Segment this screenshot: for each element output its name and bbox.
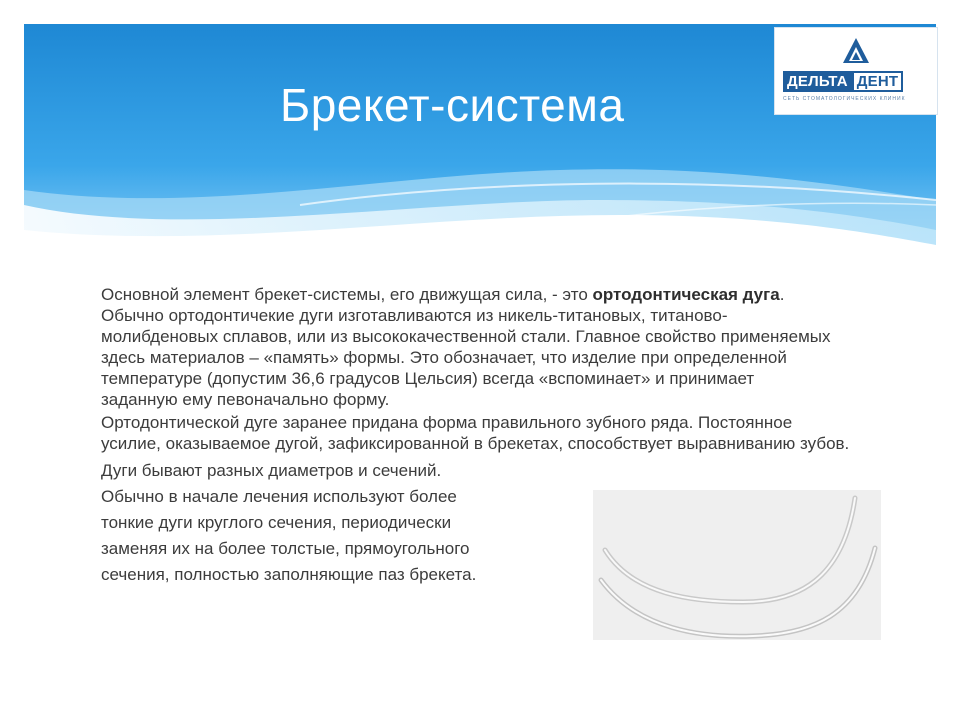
logo-tagline: СЕТЬ СТОМАТОЛОГИЧЕСКИХ КЛИНИК (783, 96, 906, 102)
logo-word-left: ДЕЛЬТА (783, 71, 852, 92)
slide-title: Брекет-система (280, 79, 625, 131)
logo-wordmark (783, 71, 903, 92)
logo-word-right: ДЕНТ (852, 71, 904, 92)
paragraph-treatment-line-2: тонкие дуги круглого сечения, периодически (101, 513, 452, 532)
paragraph-treatment-line-3: заменяя их на более толстые, прямоугольного (101, 539, 470, 558)
paragraph-intro-start: Основной элемент брекет-системы, его движущая сила, - это (101, 285, 593, 304)
company-logo (774, 27, 938, 115)
archwires-photo (593, 490, 881, 640)
paragraph-intro-rest: . Обычно ортодонтичекие дуги изготавливаются из никель-титановых, титаново-молибденовых сплавов, или из высококачественной стали. Главное свойство применяемых здесь материалов – «память» формы. Это обозначает, что изделие при определенной температуре (допустим 36,6 градусов Цельсия) всегда «вспоминает» и принимает заданную ему певоначально форму. (101, 285, 831, 409)
highlight-orthodontic-arch: ортодонтическая дуга (592, 285, 780, 304)
delta-triangle-icon (841, 36, 871, 66)
paragraph-archwire-shape: Ортодонтической дуге заранее придана форма правильного зубного ряда. Постоянное усилие, оказываемое дугой, зафиксированной в брекетах, способствует выравниванию зубов. (101, 413, 850, 453)
paragraph-treatment-line-1: Обычно в начале лечения используют более (101, 487, 457, 506)
archwires-illustration (593, 490, 881, 640)
paragraph-diameters: Дуги бывают разных диаметров и сечений. (101, 461, 442, 480)
paragraph-treatment-line-4: сечения, полностью заполняющие паз брекета. (101, 565, 477, 584)
paragraph-archwire-intro (101, 284, 831, 410)
